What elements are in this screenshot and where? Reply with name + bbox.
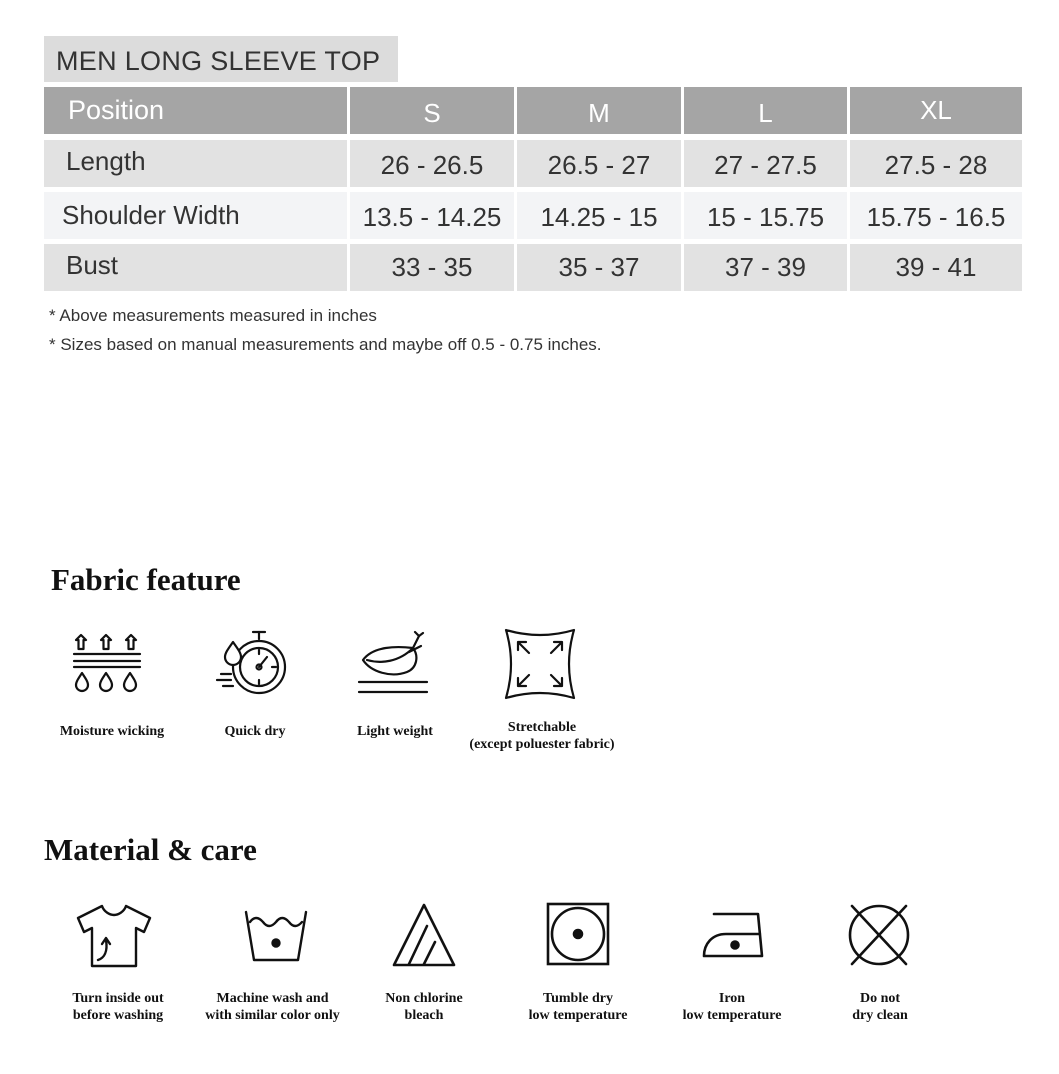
caption-moisture-wicking: Moisture wicking [59,724,165,739]
row-label-shoulder-width: Shoulder Width [44,192,347,239]
do-not-dry-clean-icon [846,902,912,968]
cell-bust-m: 35 - 37 [517,244,681,291]
light-weight-icon [357,630,429,700]
caption-tumble-dry: Tumble dry low temperature [528,991,628,1023]
cell-length-l: 27 - 27.5 [684,140,847,187]
cell-shoulder-l: 15 - 15.75 [684,192,847,239]
cell-length-xl: 27.5 - 28 [850,140,1022,187]
caption-non-chlorine-bleach: Non chlorine bleach [385,991,463,1023]
cell-bust-xl: 39 - 41 [850,244,1022,291]
material-care-title: Material & care [44,832,257,867]
row-label-length: Length [44,140,347,187]
quick-dry-icon [215,630,287,696]
cell-bust-l: 37 - 39 [684,244,847,291]
cell-shoulder-s: 13.5 - 14.25 [350,192,514,239]
header-size-s: S [350,87,514,134]
caption-light-weight: Light weight [357,724,433,739]
caption-machine-wash: Machine wash and with similar color only [205,991,340,1023]
header-size-l: L [684,87,847,134]
turn-inside-out-icon [76,904,154,970]
cell-length-s: 26 - 26.5 [350,140,514,187]
cell-shoulder-m: 14.25 - 15 [517,192,681,239]
header-position: Position [44,87,347,134]
stretchable-icon [504,628,576,700]
cell-bust-s: 33 - 35 [350,244,514,291]
chart-title: MEN LONG SLEEVE TOP [44,36,398,82]
iron-low-icon [702,910,766,960]
caption-do-not-dry-clean: Do not dry clean [852,991,908,1023]
cell-shoulder-xl: 15.75 - 16.5 [850,192,1022,239]
header-size-xl: XL [850,87,1022,134]
fabric-feature-title: Fabric feature [51,562,241,597]
note-units: * Above measurements measured in inches [49,306,377,325]
note-tolerance: * Sizes based on manual measurements and maybe off 0.5 - 0.75 inches. [49,335,602,354]
moisture-wicking-icon [72,630,142,695]
caption-quick-dry: Quick dry [224,724,286,739]
caption-turn-inside-out: Turn inside out before washing [72,991,164,1023]
caption-iron: Iron low temperature [682,991,782,1023]
cell-length-m: 26.5 - 27 [517,140,681,187]
header-size-m: M [517,87,681,134]
tumble-dry-low-icon [546,902,610,966]
caption-stretchable: Stretchable (except poluester fabric) [469,720,615,752]
non-chlorine-bleach-icon [391,902,457,968]
machine-wash-icon [244,910,308,962]
row-label-bust: Bust [44,244,347,291]
